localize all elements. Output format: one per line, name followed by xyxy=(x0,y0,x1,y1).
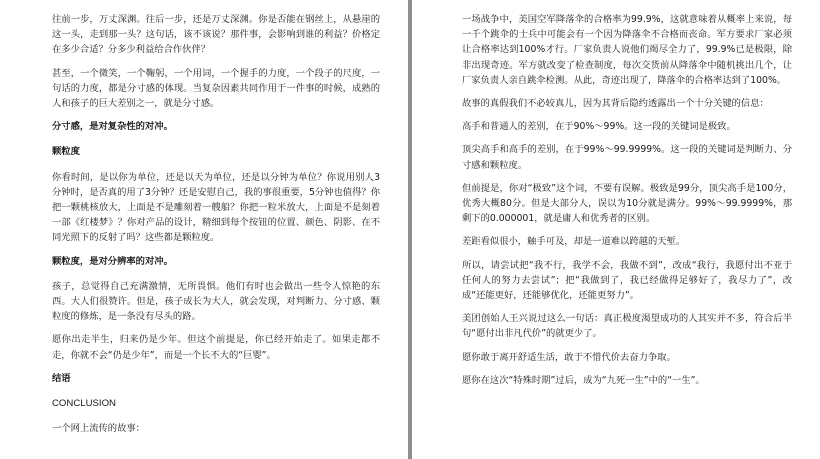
paragraph: 甚至，一个微笑，一个鞠躬，一个用词，一个握手的力度，一个段子的尺度，一句话的力度，都是分寸感的体现。当复杂因素共同作用于一件事的时候，成熟的人和孩子的巨大差别之一，就是分寸感。 xyxy=(52,67,380,110)
paragraph: 差距看似很小，触手可及，却是一道难以跨越的天堑。 xyxy=(462,236,686,248)
paragraph: 但前提是，你对“极致”这个词，不要有误解。极致是99分，顶尖高手是100分，优秀大概80分。但是大部分人，误以为10分就是满分。99%～99.9999%，那剩下的0.000001，就是庸人和优秀者的区别。 xyxy=(462,182,792,225)
paragraph: 往前一步，万丈深渊。往后一步，还是万丈深渊。你是否能在钢丝上，从悬崖的这一头，走到那一头？这句话，该不该说？那件事，会影响到谁的利益？价格定在多少合适？分多少利益给合作伙伴？ xyxy=(52,14,380,56)
paragraph: 高手和普通人的差别，在于90%～99%。这一段的关键词是极致。 xyxy=(462,121,736,133)
paragraph: 你看时间，是以你为单位，还是以天为单位，还是以分钟为单位？你说用别人3分钟时，是否真的用了3分钟？还是安慰自己，我的事很重要，5分钟也值得？你把一颗桃核放大，上面是不是雕刻着一艘船？你把一粒米放大，上面是不是刻着一部《红楼梦》？你对产品的设计，精细到每个按钮的位置、颜色、阴影、在不同光照下的反射了吗？这些都是颗粒度。 xyxy=(52,171,380,244)
paragraph: 美团创始人王兴说过这么一句话：真正极度渴望成功的人其实并不多，符合后半句“愿付出非凡代价”的就更少了。 xyxy=(462,313,792,340)
paragraph: 一个网上流传的故事： xyxy=(52,423,145,435)
section-heading-english: CONCLUSION xyxy=(52,398,116,410)
section-summary: 颗粒度，是对分辨率的对冲。 xyxy=(52,255,173,267)
section-heading: 颗粒度 xyxy=(52,146,80,158)
page-right xyxy=(412,0,820,459)
paragraph: 所以，请尝试把“我不行，我学不会，我做不到”，改成“我行，我愿付出不亚于任何人的努力去尝试”；把“我做到了，我已经做得足够好了，我尽力了”，改成“还能更好，还能够优化，还能更努力”。 xyxy=(462,259,792,302)
section-summary: 分寸感，是对复杂性的对冲。 xyxy=(52,121,173,133)
paragraph: 故事的真假我们不必较真儿，因为其背后隐约透露出一个十分关键的信息： xyxy=(462,98,769,110)
paragraph: 愿你出走半生，归来仍是少年。但这个前提是，你已经开始走了。如果走都不走，你就不会“仍是少年”，而是一个长不大的“巨婴”。 xyxy=(52,334,380,361)
page-left xyxy=(0,0,408,459)
paragraph: 顶尖高手和高手的差别，在于99%～99.9999%。这一段的关键词是判断力、分寸感和颗粒度。 xyxy=(462,144,792,171)
paragraph: 孩子，总觉得自己充满激情，无所畏惧。他们有时也会做出一些令人惊艳的东西。大人们很赞许。但是，孩子成长为大人，就会发现，对判断力、分寸感、颗粒度的修炼，是一条没有尽头的路。 xyxy=(52,280,380,323)
paragraph: 愿你在这次“特殊时期”过后，成为“九死一生”中的“一生”。 xyxy=(462,374,705,386)
paragraph: 一场战争中，美国空军降落伞的合格率为99.9%，这就意味着从概率上来说，每一千个跳伞的士兵中可能会有一个因为降落伞不合格而丧命。军方要求厂家必须让合格率达到100%才行。厂家负责人说他们竭尽全力了，99.9%已是极限，除非出现奇迹。军方就改变了检查制度，每次交货前从降落伞中随机挑出几个，让厂家负责人亲自跳伞检测。从此，奇迹出现了，降落伞的合格率达到了100%。 xyxy=(462,14,792,86)
section-heading: 结语 xyxy=(52,372,71,384)
paragraph: 愿你敢于离开舒适生活，敢于不惜代价去奋力争取。 xyxy=(462,351,676,363)
